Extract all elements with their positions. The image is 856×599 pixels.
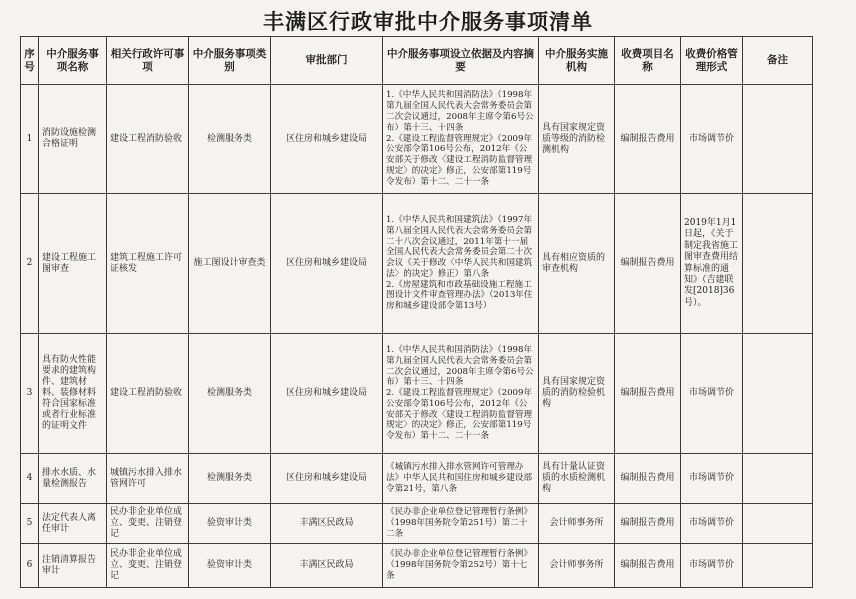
cell-remark [743,334,813,454]
cell-seq: 4 [21,454,39,504]
cell-seq: 1 [21,85,39,194]
cell-fee-item: 编制报告费用 [615,504,681,544]
cell-pricing: 市场调节价 [681,504,743,544]
cell-seq: 3 [21,334,39,454]
cell-basis: 1.《中华人民共和国消防法》（1998年第九届全国人民代表大会常务委员会第二次会议通过，2008年主席令第6号公布）第十三、十四条 2.《建设工程监督管理规定》（2009年公安部令第106号公布，2012年《公安部关于修改〈建设工程消防监督管理规定〉的决定》修正，公安部第119号令发布）第十二、二十一条 [383,85,539,194]
cell-remark [743,544,813,588]
cell-basis: 1.《中华人民共和国消防法》（1998年第九届全国人民代表大会常务委员会第二次会议通过，2008年主席令第6号公布）第十三、十四条 2.《建设工程监督管理规定》（2009年公安部令第106号公布，2012年《公安部关于修改〈建设工程消防监督管理规定〉的决定》修正，公安部第119号令发布）第十二、二十一条 [383,334,539,454]
cell-remark [743,85,813,194]
cell-category: 检测服务类 [189,454,271,504]
header-pricing: 收费价格管理形式 [681,37,743,85]
cell-seq: 2 [21,194,39,334]
cell-license: 城镇污水排入排水管网许可 [107,454,189,504]
table-row [21,504,813,544]
cell-pricing: 2019年1月1日起，《关于制定我省施工图审查费用结算标准的通知》（吉建联发[2018]36号）。 [681,194,743,334]
cell-fee-item: 编制报告费用 [615,334,681,454]
header-license: 相关行政许可事项 [107,37,189,85]
document-title: 丰满区行政审批中介服务事项清单 [263,9,593,34]
cell-basis: 《民办非企业单位登记管理暂行条例》（1998年国务院令第251号）第二十二条 [383,504,539,544]
table-row [21,544,813,588]
cell-category: 检测服务类 [189,334,271,454]
header-seq: 序号 [21,37,39,85]
cell-dept: 区住房和城乡建设局 [271,194,383,334]
cell-fee-item: 编制报告费用 [615,85,681,194]
cell-dept: 丰满区民政局 [271,504,383,544]
cell-pricing: 市场调节价 [681,454,743,504]
cell-agency: 会计师事务所 [539,504,615,544]
cell-item-name: 排水水质、水量检测报告 [39,454,107,504]
header-basis: 中介服务事项设立依据及内容摘要 [383,37,539,85]
cell-item-name: 注销清算报告审计 [39,544,107,588]
cell-agency: 会计师事务所 [539,544,615,588]
table-row [21,194,813,334]
table-row [21,85,813,194]
cell-license: 民办非企业单位成立、变更、注销登记 [107,504,189,544]
cell-category: 检测服务类 [189,85,271,194]
header-agency: 中介服务实施机构 [539,37,615,85]
cell-basis: 《民办非企业单位登记管理暂行条例》（1998年国务院令第252号）第十七条 [383,544,539,588]
cell-license: 建设工程消防验收 [107,334,189,454]
cell-seq: 5 [21,504,39,544]
cell-agency: 具有计量认证资质的水质检测机构 [539,454,615,504]
header-fee-item: 收费项目名称 [615,37,681,85]
cell-item-name: 建设工程施工图审查 [39,194,107,334]
cell-remark [743,454,813,504]
cell-pricing: 市场调节价 [681,85,743,194]
header-category: 中介服务事项类别 [189,37,271,85]
header-remark: 备注 [743,37,813,85]
cell-dept: 区住房和城乡建设局 [271,454,383,504]
table-header-row [21,37,813,85]
table-row [21,454,813,504]
cell-agency: 具有相应资质的审查机构 [539,194,615,334]
cell-agency: 具有国家规定资质等级的消防检测机构 [539,85,615,194]
cell-fee-item: 编制报告费用 [615,544,681,588]
cell-pricing: 市场调节价 [681,334,743,454]
cell-fee-item: 编制报告费用 [615,194,681,334]
cell-basis: 《城镇污水排入排水管网许可管理办法》中华人民共和国住房和城乡建设部令第21号，第八条 [383,454,539,504]
cell-dept: 区住房和城乡建设局 [271,334,383,454]
header-item-name: 中介服务事项名称 [39,37,107,85]
cell-seq: 6 [21,544,39,588]
cell-item-name: 法定代表人离任审计 [39,504,107,544]
cell-category: 施工图设计审查类 [189,194,271,334]
cell-license: 建筑工程施工许可证核发 [107,194,189,334]
table-row [21,334,813,454]
cell-pricing: 市场调节价 [681,544,743,588]
cell-remark [743,194,813,334]
cell-dept: 区住房和城乡建设局 [271,85,383,194]
cell-dept: 丰满区民政局 [271,544,383,588]
cell-remark [743,504,813,544]
cell-category: 验资审计类 [189,544,271,588]
cell-item-name: 消防设施检测合格证明 [39,85,107,194]
cell-fee-item: 编制报告费用 [615,454,681,504]
header-dept: 审批部门 [271,37,383,85]
cell-item-name: 具有防火性能要求的建筑构件、建筑材料、装修材料符合国家标准或者行业标准的证明文件 [39,334,107,454]
cell-category: 验资审计类 [189,504,271,544]
cell-license: 建设工程消防验收 [107,85,189,194]
service-items-table [20,36,813,588]
cell-agency: 具有国家规定资质的消防检验机构 [539,334,615,454]
cell-license: 民办非企业单位成立、变更、注销登记 [107,544,189,588]
cell-basis: 1.《中华人民共和国建筑法》（1997年第八届全国人民代表大会常务委员会第二十八次会议通过，2011年第十一届全国人民代表大会常务委员会第二十次会议《关于修改〈中华人民共和国建筑法〉的决定》修正）第八条 2.《房屋建筑和市政基础设施工程施工图设计文件审查管理办法》（2013年住房和城乡建设部令第13号） [383,194,539,334]
